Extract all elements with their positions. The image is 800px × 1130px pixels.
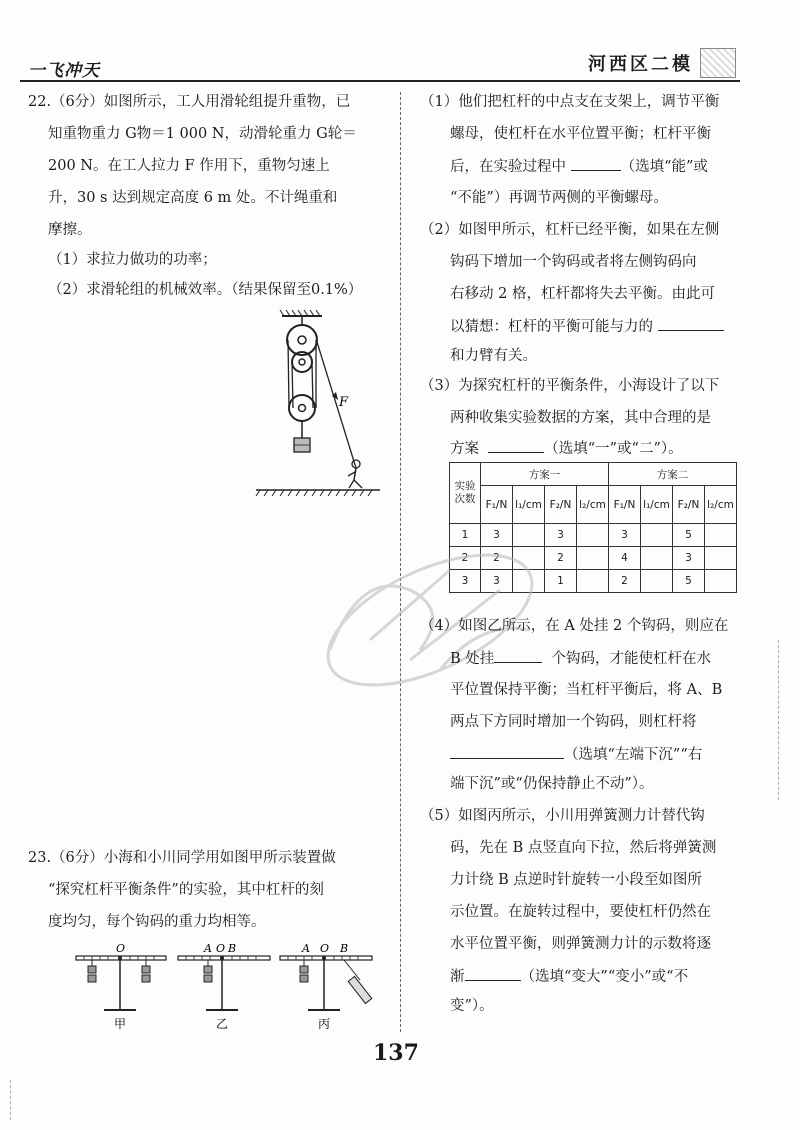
table-row: 1 3 3 3 5 <box>450 524 737 547</box>
fig-yi-label-o: O <box>216 942 226 955</box>
pulley-figure <box>252 308 392 500</box>
table-row: 2 2 2 4 3 <box>450 547 737 570</box>
q22-line-4: 升，30 s 达到规定高度 6 m 处。不计绳重和 <box>48 190 338 206</box>
table-subhead: F₁/N <box>481 486 513 524</box>
lever-figures <box>70 940 400 1030</box>
p1-line-3: 后，在实验过程中 （选填“能”或 <box>450 156 708 177</box>
answer-blank-4[interactable] <box>494 648 542 663</box>
p5-line-1: （5）如图丙所示，小川用弹簧测力计替代钩 <box>420 808 705 824</box>
q23-line-1: 23.（6分）小海和小川同学用如图甲所示装置做 <box>28 850 336 866</box>
table-subhead: l₂/cm <box>577 486 609 524</box>
answer-blank-1[interactable] <box>571 156 621 171</box>
fig-yi-caption: 乙 <box>216 1017 229 1030</box>
q22-part-1: （1）求拉力做功的功率； <box>48 252 217 268</box>
p1-line-1: （1）他们把杠杆的中点支在支架上，调节平衡 <box>420 94 720 110</box>
p2-line-3: 右移动 2 格，杠杆都将失去平衡。由此可 <box>450 286 715 302</box>
p5-line-4: 示位置。在旋转过程中，要使杠杆仍然在 <box>450 904 711 920</box>
p1-line-2: 螺母，使杠杆在水平位置平衡；杠杆平衡 <box>450 126 711 142</box>
p4-line-6: 端下沉”或“仍保持静止不动”）。 <box>450 776 654 792</box>
fig-jia-caption: 甲 <box>114 1017 127 1030</box>
margin-guide <box>778 640 779 800</box>
p4-line-3: 平位置保持平衡；当杠杆平衡后，将 A、B <box>450 682 723 698</box>
table-subhead: l₁/cm <box>513 486 545 524</box>
force-label: F <box>339 395 349 410</box>
table-subhead: F₂/N <box>673 486 705 524</box>
fig-jia-label-o: O <box>116 942 126 955</box>
lever-figure-bing <box>280 942 372 1030</box>
fig-bing-label-a: A <box>302 942 310 955</box>
fig-yi-label-a: A <box>204 942 212 955</box>
p4-line-1: （4）如图乙所示，在 A 处挂 2 个钩码，则应在 <box>420 618 729 634</box>
brand-title: 一飞冲天 <box>28 61 100 81</box>
lever-figure-jia <box>76 942 166 1030</box>
q22-part-2: （2）求滑轮组的机械效率。（结果保留至0.1%） <box>48 282 363 298</box>
p2-line-2: 钩码下增加一个钩码或者将左侧钩码向 <box>450 254 697 270</box>
q22-line-2: 知重物重力 G物＝1 000 N，动滑轮重力 G轮＝ <box>48 126 357 142</box>
p4-line-5: （选填“左端下沉”“右 <box>450 744 702 765</box>
fig-bing-caption: 丙 <box>318 1017 331 1030</box>
q22-line-1: 22.（6分）如图所示，工人用滑轮组提升重物，已 <box>28 94 351 110</box>
answer-blank-3[interactable] <box>488 438 544 453</box>
p1-line-4: “不能”）再调节两侧的平衡螺母。 <box>450 190 668 206</box>
table-head-plan1: 方案一 <box>481 463 609 486</box>
answer-blank-2[interactable] <box>658 316 724 331</box>
p2-line-5: 和力臂有关。 <box>450 348 537 364</box>
lever-figure-yi <box>178 942 270 1030</box>
p5-line-5: 水平位置平衡，则弹簧测力计的示数将逐 <box>450 936 711 952</box>
table-subhead: l₂/cm <box>705 486 737 524</box>
table-subhead: F₂/N <box>545 486 577 524</box>
table-row: 3 3 1 2 5 <box>450 570 737 593</box>
p3-line-3: 方案 （选填“一”或“二”）。 <box>450 438 683 459</box>
q23-line-3: 度均匀，每个钩码的重力均相等。 <box>48 914 266 930</box>
q22-line-5: 摩擦。 <box>48 222 92 238</box>
p5-line-6: 渐 （选填“变大”“变小”或“不 <box>450 966 688 987</box>
table-head-plan2: 方案二 <box>609 463 737 486</box>
p5-line-7: 变”）。 <box>450 998 494 1014</box>
table-subhead: F₁/N <box>609 486 641 524</box>
p5-line-2: 码，先在 B 点竖直向下拉，然后将弹簧测 <box>450 840 717 856</box>
answer-blank-5[interactable] <box>450 744 564 759</box>
p2-line-1: （2）如图甲所示，杠杆已经平衡，如果在左侧 <box>420 222 720 238</box>
p3-line-2: 两种收集实验数据的方案，其中合理的是 <box>450 410 711 426</box>
fig-bing-label-b: B <box>340 942 349 955</box>
fig-yi-label-b: B <box>228 942 237 955</box>
p4-line-2: B 处挂 个钩码，才能使杠杆在水 <box>450 648 711 669</box>
p4-line-4: 两点下方同时增加一个钩码，则杠杆将 <box>450 714 697 730</box>
p3-line-1: （3）为探究杠杆的平衡条件，小海设计了以下 <box>420 378 720 394</box>
answer-blank-6[interactable] <box>465 966 521 981</box>
table-head-trial: 实验 次数 <box>450 463 481 524</box>
q23-line-2: “探究杠杆平衡条件”的实验，其中杠杆的刻 <box>48 882 324 898</box>
table-subhead: l₁/cm <box>641 486 673 524</box>
p5-line-3: 力计绕 B 点逆时针旋转一小段至如图所 <box>450 872 702 888</box>
corner-logo-icon <box>700 48 736 78</box>
section-title: 河西区二模 <box>588 54 693 75</box>
q22-line-3: 200 N。在工人拉力 F 作用下，重物匀速上 <box>48 158 330 174</box>
page-number: 137 <box>373 1040 419 1066</box>
margin-guide-bottom <box>10 1080 11 1120</box>
header-rule <box>20 80 740 82</box>
fig-bing-label-o: O <box>320 942 330 955</box>
p2-line-4: 以猜想：杠杆的平衡可能与力的 <box>450 316 724 337</box>
